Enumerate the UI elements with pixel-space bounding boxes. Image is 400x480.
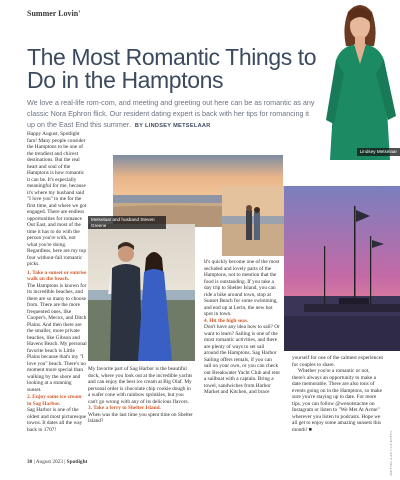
subhead-ice-cream: 2. Enjoy some ice cream in Sag Harbor. [27,394,82,407]
couple-caption: Metselaar and husband Steven Greene [88,216,166,229]
shelter-island-paragraph: When was the last time you spent time on Shelter Island? [88,411,193,424]
page-footer [27,459,87,465]
byline: BY LINDSEY METSELAAR [134,123,211,129]
sag-harbor-paragraph: Sag Harbor is one of the oldest and most picturesque towns. It dates all the way back to 1707! [27,407,86,433]
photo-credit: METSELAAR COURTESY [389,430,393,476]
ice-cream-paragraph: My favorite part of Sag Harbor is the beautiful dock, where you look out at the incredible yachts and can enjoy the best ice cream at Big Olaf. My personal order is chocolate chip cookie dough in a wafer cone with rainbow sprinkles, but you can't go wrong with any of its delicious flavors. [88,366,193,405]
column-1 [27,131,87,433]
author-photo [318,0,400,160]
column-3 [204,259,280,396]
section-kicker: Summer Lovin' [27,9,81,18]
closing-paragraph: Whether you're a romantic or not, there's always an opportunity to make a date memorable. There are also tons of events going on in the Hamptons, so make sure you're staying up to date. For more tips, you can follow @wenotstacme on Instagram or listen to "We Met At Acme" wherever you listen to podcasts. Hope we all get to enjoy some amazing sunsets this month! ■ [292,368,383,433]
footer-sep-2: | [64,459,67,465]
publication-name: Spotlight [66,459,88,465]
couple-harbor-photo [88,217,195,361]
author-caption: Lindsey Metselaar [357,148,400,156]
issue-date: August 2023 [35,459,63,465]
subhead-ferry: 3. Take a ferry to Shelter Island. [88,405,161,411]
column-4 [292,355,384,433]
column-2 [88,366,194,425]
sailing-paragraph: Don't have any idea how to sail? Or want to learn? Sailing is one of the most romantic activities, and there are plenty of ways to set sail around the Hamptons. Sag Harbor Sailing offers rentals, if you can sail on your own, or you can check out Breakwater Yacht Club and rent a sailboat with a captain. Bring a towel, sandwiches from Harbor Market and Kitchen, and brace [204,324,280,395]
couple-beach-photo [222,186,284,256]
beach-paragraph: The Hamptons is known for its incredible beaches, and there are so many to choose from. There are the more frequented ones, like Cooper's, Mecox, and Ditch Plains. And then there are the smaller, more private beaches, like Gibson and Havens Beach. My personal favorite beach is Little Plains because that's my "I love you" beach. There's no moment more special than walking by the shore and looking at a stunning sunset. [27,282,87,393]
article-title: The Most Romantic Things to Do in the Hamptons [27,44,317,93]
shelter-island-cont-paragraph: It's quickly become one of the most secluded and lovely parts of the Hamptons, not to mention that the food is outstanding. If you take a day trip to Shelter Island, you can ride a bike around town, stop at Sunset Beach for some swimming, and end up at Lerin, the new hot spot in town. [204,259,280,317]
sailboat-dock-photo [284,186,400,351]
subhead-sailing: 4. Hit the high seas. [204,317,249,324]
page-number: 30 [27,459,33,465]
footer-sep-1: | [33,459,36,465]
deck-text: We love a real-life rom-com, and meeting and greeting out here can be as romantic as any classic Nora Ephron flick. Our resident dating expert is back with her tips for romancing it up on the East End this summer. [27,98,315,129]
intro-paragraph: Happy August, Spotlight fam! Many people consider the Hamptons to be one of the trendiest and chicest destinations. But the real heart and soul of the Hamptons is how romantic it can be. It's especially meaningful for me, because it's where my husband said "I love you" to me for the first time, and where we got engaged. There are endless opportunities for romance Out East, and most of the time it has to do with the person you're with, not what you're doing. Regardless, here are my top four without-fail romantic picks. [27,131,87,267]
article-deck [27,97,317,132]
subhead-beach: 1. Take a sunset or sunrise walk on the beach. [27,269,87,282]
calm-paragraph: yourself for one of the calmest experiences for couples to share. [292,355,384,368]
